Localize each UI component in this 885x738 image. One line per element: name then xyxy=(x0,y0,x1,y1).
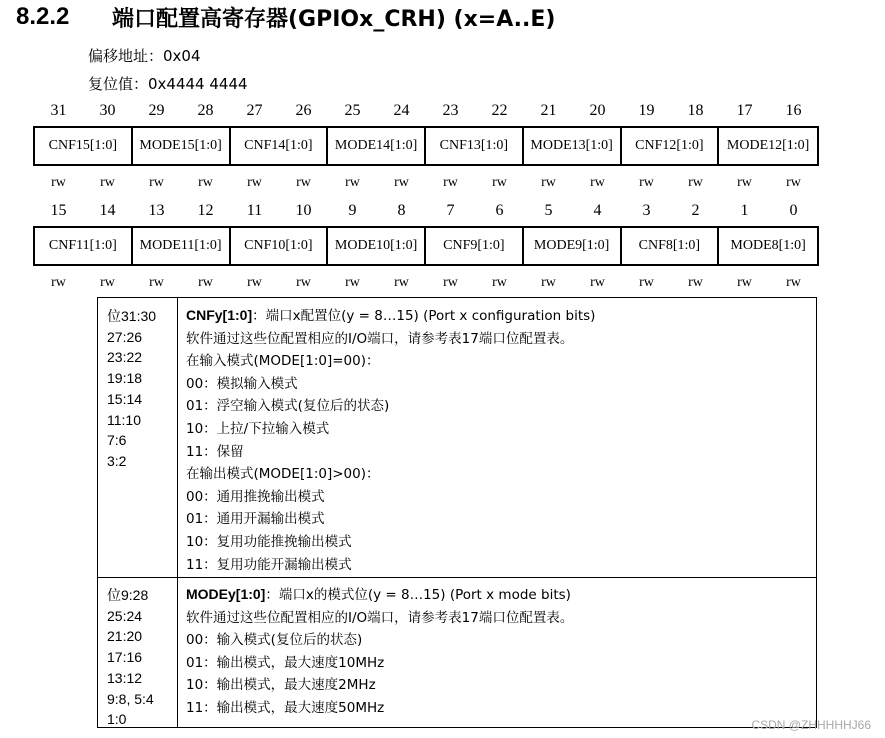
bit-number: 14 xyxy=(99,202,116,219)
bit-number: 7 xyxy=(446,202,455,219)
bit-position: 19:18 xyxy=(107,370,143,387)
bit-number: 5 xyxy=(544,202,553,219)
access-label: rw xyxy=(639,275,654,290)
description-line: 10：输出模式，最大速度2MHz xyxy=(186,677,376,694)
access-label: rw xyxy=(541,175,556,190)
description-line: 在输入模式(MODE[1:0]=00)： xyxy=(186,353,380,370)
access-label: rw xyxy=(492,175,507,190)
bit-number: 30 xyxy=(99,102,116,119)
mode-bit-positions xyxy=(98,577,178,727)
access-label: rw xyxy=(100,175,115,190)
address-offset: 偏移地址：0x04 xyxy=(88,47,201,65)
field-name: CNFy[1:0] xyxy=(186,307,253,323)
register-field: CNF9[1:0] xyxy=(426,228,524,264)
access-label: rw xyxy=(345,175,360,190)
access-label: rw xyxy=(394,275,409,290)
access-label: rw xyxy=(443,175,458,190)
access-label: rw xyxy=(541,275,556,290)
register-field: MODE14[1:0] xyxy=(328,128,426,164)
bit-number: 28 xyxy=(197,102,214,119)
section-title: 端口配置高寄存器(GPIOx_CRH) (x=A..E) xyxy=(112,7,556,32)
access-label: rw xyxy=(786,175,801,190)
description-line: 01：输出模式，最大速度10MHz xyxy=(186,654,385,671)
access-label: rw xyxy=(149,175,164,190)
bit-number: 4 xyxy=(593,202,602,219)
bit-position: 13:12 xyxy=(107,669,143,686)
bit-position: 11:10 xyxy=(107,411,141,428)
bit-number: 17 xyxy=(736,102,753,119)
register-field: MODE10[1:0] xyxy=(328,228,426,264)
bit-position: 15:14 xyxy=(107,390,143,407)
field-title: ：端口x配置位(y = 8…15) (Port x configuration bits) xyxy=(252,308,596,324)
bit-position: 21:20 xyxy=(107,628,143,645)
register-field: MODE13[1:0] xyxy=(524,128,622,164)
description-line: 在输出模式(MODE[1:0]>00)： xyxy=(186,466,380,483)
access-label: rw xyxy=(296,175,311,190)
bit-number: 8 xyxy=(397,202,406,219)
description-line: 11：输出模式，最大速度50MHz xyxy=(186,699,385,716)
register-field: CNF15[1:0] xyxy=(35,128,133,164)
bit-number: 18 xyxy=(687,102,704,119)
mode-description xyxy=(186,583,812,720)
bit-number: 29 xyxy=(148,102,165,119)
bit-number: 6 xyxy=(495,202,504,219)
register-field: CNF10[1:0] xyxy=(231,228,329,264)
bit-position: 25:24 xyxy=(107,607,143,624)
access-label: rw xyxy=(688,275,703,290)
cnf-bit-positions xyxy=(98,298,178,577)
cnf-title xyxy=(186,304,812,328)
bit-number: 1 xyxy=(740,202,749,219)
field-title: ：端口x的模式位(y = 8…15) (Port x mode bits) xyxy=(265,587,571,603)
bit-number: 24 xyxy=(393,102,410,119)
bit-position: 17:16 xyxy=(107,649,143,666)
mode-description-row xyxy=(98,577,816,727)
bit-position: 9:8, 5:4 xyxy=(107,690,154,707)
bit-number: 27 xyxy=(246,102,263,119)
access-label: rw xyxy=(247,275,262,290)
bit-number: 2 xyxy=(691,202,700,219)
register-field: MODE8[1:0] xyxy=(730,238,806,253)
access-label: rw xyxy=(394,175,409,190)
description-line: 11：复用功能开漏输出模式 xyxy=(186,556,352,573)
lower-access-row xyxy=(34,275,818,291)
register-field: MODE15[1:0] xyxy=(133,128,231,164)
register-field: CNF14[1:0] xyxy=(231,128,329,164)
bit-number: 11 xyxy=(246,202,263,219)
bit-number: 0 xyxy=(789,202,798,219)
bit-position: 3:2 xyxy=(107,452,127,469)
description-line: 10：上拉/下拉输入模式 xyxy=(186,420,330,437)
description-line: 软件通过这些位配置相应的I/O端口，请参考表17端口位配置表。 xyxy=(186,330,574,347)
bit-number: 23 xyxy=(442,102,459,119)
access-label: rw xyxy=(51,175,66,190)
bit-number: 21 xyxy=(540,102,557,119)
access-label: rw xyxy=(688,175,703,190)
access-label: rw xyxy=(443,275,458,290)
cnf-description xyxy=(186,304,812,576)
access-label: rw xyxy=(639,175,654,190)
description-line: 11：保留 xyxy=(186,443,244,460)
bit-number: 13 xyxy=(148,202,165,219)
access-label: rw xyxy=(198,175,213,190)
section-number: 8.2.2 xyxy=(16,3,70,30)
bit-number: 25 xyxy=(344,102,361,119)
watermark: CSDN @ZHHHHHJ66 xyxy=(751,718,871,732)
bit-number: 12 xyxy=(197,202,214,219)
access-label: rw xyxy=(737,175,752,190)
description-line: 软件通过这些位配置相应的I/O端口，请参考表17端口位配置表。 xyxy=(186,609,574,626)
register-field: MODE11[1:0] xyxy=(133,228,231,264)
description-line: 01：通用开漏输出模式 xyxy=(186,511,325,528)
bit-number: 15 xyxy=(50,202,67,219)
lower-register-fields xyxy=(33,226,819,266)
access-label: rw xyxy=(100,275,115,290)
bit-number: 3 xyxy=(642,202,651,219)
bit-position: 27:26 xyxy=(107,328,143,345)
access-label: rw xyxy=(198,275,213,290)
register-field: CNF8[1:0] xyxy=(622,228,720,264)
access-label: rw xyxy=(492,275,507,290)
bit-position: 7:6 xyxy=(107,432,127,449)
register-field: CNF13[1:0] xyxy=(426,128,524,164)
description-line: 10：复用功能推挽输出模式 xyxy=(186,533,352,550)
access-label: rw xyxy=(590,275,605,290)
bit-number: 19 xyxy=(638,102,655,119)
description-line: 00：模拟输入模式 xyxy=(186,375,298,392)
bit-number: 9 xyxy=(348,202,357,219)
upper-bit-numbers xyxy=(34,102,818,120)
access-label: rw xyxy=(296,275,311,290)
upper-access-row xyxy=(34,175,818,191)
access-label: rw xyxy=(51,275,66,290)
cnf-description-row xyxy=(98,298,816,578)
access-label: rw xyxy=(737,275,752,290)
bit-position: 位31:30 xyxy=(107,308,157,324)
mode-title xyxy=(186,583,812,607)
bit-number: 22 xyxy=(491,102,508,119)
register-field: CNF12[1:0] xyxy=(622,128,720,164)
upper-register-fields xyxy=(33,126,819,166)
bit-position: 23:22 xyxy=(107,349,143,366)
register-field: MODE12[1:0] xyxy=(726,138,810,153)
access-label: rw xyxy=(590,175,605,190)
access-label: rw xyxy=(149,275,164,290)
register-field: CNF11[1:0] xyxy=(35,228,133,264)
bit-number: 20 xyxy=(589,102,606,119)
description-line: 01：浮空输入模式(复位后的状态) xyxy=(186,398,390,415)
bit-number: 26 xyxy=(295,102,312,119)
register-field: MODE9[1:0] xyxy=(524,228,622,264)
bit-position: 1:0 xyxy=(107,711,127,728)
bit-number: 31 xyxy=(50,102,67,119)
description-line: 00：通用推挽输出模式 xyxy=(186,488,325,505)
lower-bit-numbers xyxy=(34,202,818,220)
bit-position: 位9:28 xyxy=(107,587,149,603)
description-line: 00：输入模式(复位后的状态) xyxy=(186,632,363,649)
field-name: MODEy[1:0] xyxy=(186,586,266,602)
reset-value: 复位值：0x4444 4444 xyxy=(88,75,248,93)
bit-number: 10 xyxy=(295,202,312,219)
access-label: rw xyxy=(247,175,262,190)
access-label: rw xyxy=(345,275,360,290)
access-label: rw xyxy=(786,275,801,290)
bit-number: 16 xyxy=(785,102,802,119)
bit-description-table xyxy=(97,297,817,728)
